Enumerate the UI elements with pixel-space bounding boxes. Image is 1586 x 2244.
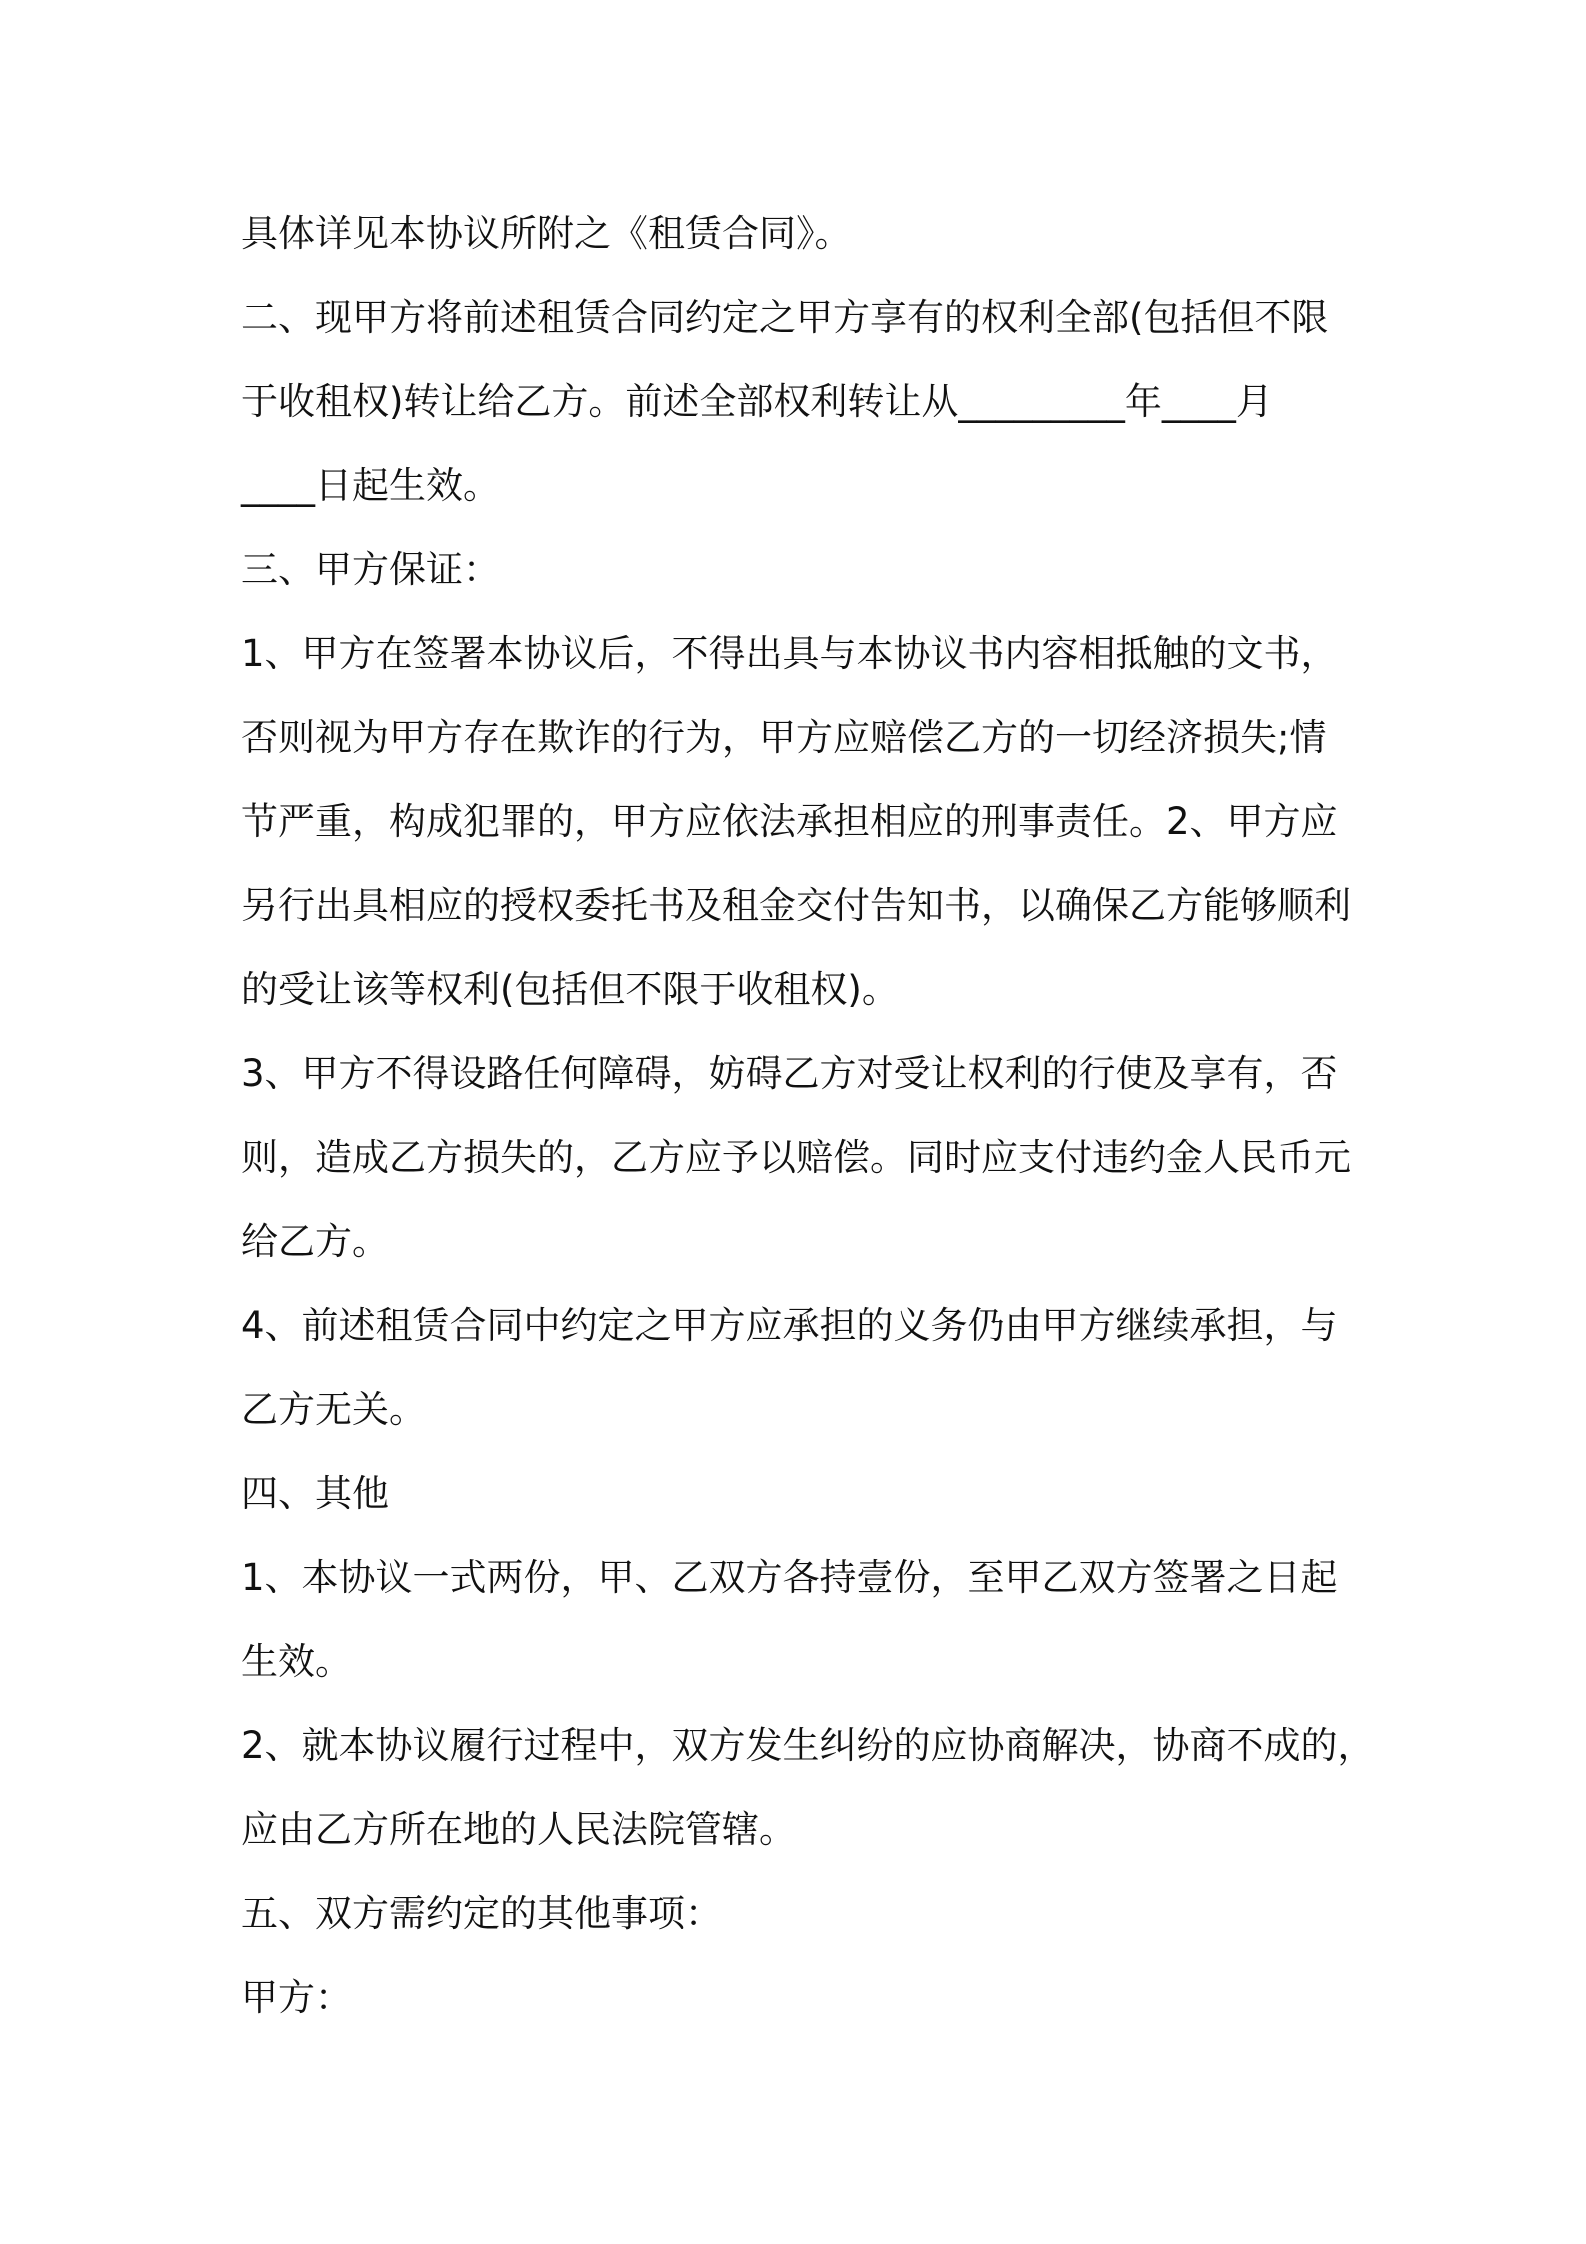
text-line: 生效。 <box>241 1640 352 1683</box>
text-line: 节严重，构成犯罪的，甲方应依法承担相应的刑事责任。2、甲方应 <box>241 800 1338 843</box>
text-line: ____日起生效。 <box>241 464 500 507</box>
text-line: 于收租权)转让给乙方。前述全部权利转让从_________年____月 <box>241 380 1273 423</box>
clause-4-1: 1、本协议一式两份，甲、乙双方各持壹份，至甲乙双方签署之日起 <box>241 1556 1338 1599</box>
clause-3-4: 4、前述租赁合同中约定之甲方应承担的义务仍由甲方继续承担，与 <box>241 1304 1338 1347</box>
text-line: 另行出具相应的授权委托书及租金交付告知书，以确保乙方能够顺利 <box>241 884 1351 927</box>
section-heading-2: 二、现甲方将前述租赁合同约定之甲方享有的权利全部(包括但不限 <box>241 296 1329 339</box>
section-heading-3: 三、甲方保证： <box>241 548 500 591</box>
document-body <box>241 192 1381 2040</box>
text-line: 给乙方。 <box>241 1220 389 1263</box>
party-a-signature-label: 甲方： <box>241 1976 352 2019</box>
text-line: 乙方无关。 <box>241 1388 426 1431</box>
text-line: 的受让该等权利(包括但不限于收租权)。 <box>241 968 899 1011</box>
clause-4-2: 2、就本协议履行过程中，双方发生纠纷的应协商解决，协商不成的， <box>241 1724 1375 1767</box>
clause-3-1: 1、甲方在签署本协议后，不得出具与本协议书内容相抵触的文书， <box>241 632 1338 675</box>
section-heading-5: 五、双方需约定的其他事项： <box>241 1892 722 1935</box>
clause-3-3: 3、甲方不得设路任何障碍，妨碍乙方对受让权利的行使及享有，否 <box>241 1052 1338 1095</box>
text-line: 具体详见本协议所附之《租赁合同》。 <box>241 212 852 255</box>
section-heading-4: 四、其他 <box>241 1472 389 1515</box>
text-line: 应由乙方所在地的人民法院管辖。 <box>241 1808 796 1851</box>
text-line: 则，造成乙方损失的，乙方应予以赔偿。同时应支付违约金人民币元 <box>241 1136 1351 1179</box>
text-line: 否则视为甲方存在欺诈的行为，甲方应赔偿乙方的一切经济损失;情 <box>241 716 1327 759</box>
